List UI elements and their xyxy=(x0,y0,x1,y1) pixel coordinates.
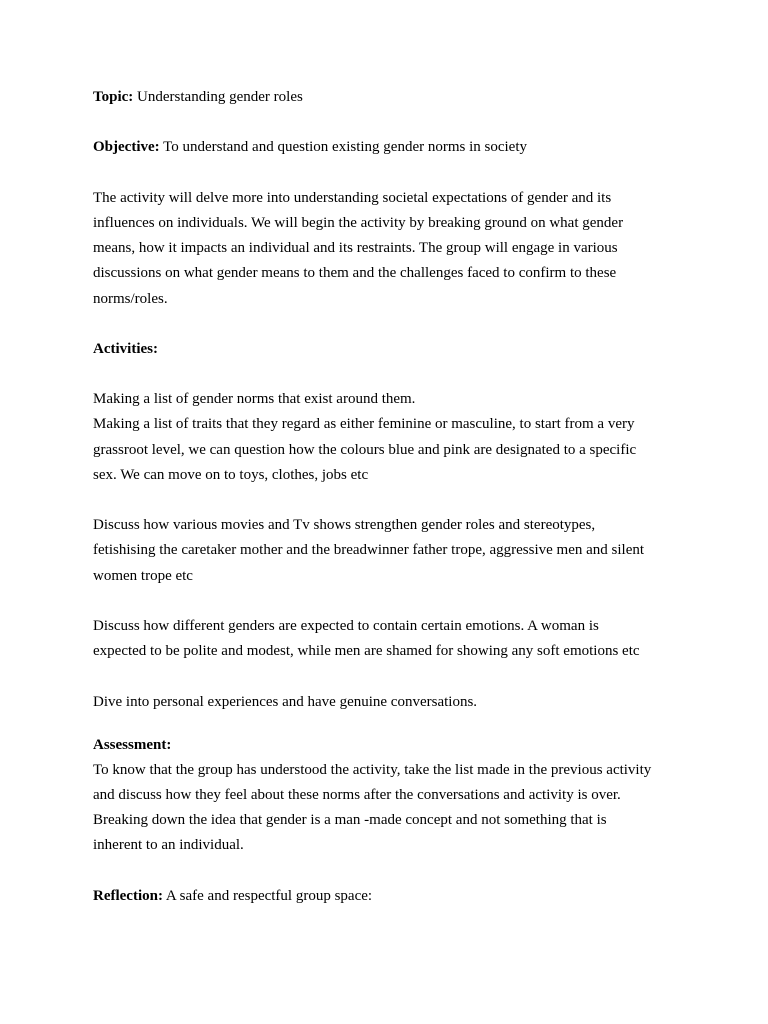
text-line: Discuss how various movies and Tv shows strengthen gender roles and stereotypes, xyxy=(93,517,596,534)
text-line: norms/roles. xyxy=(93,290,168,307)
topic-value: Understanding gender roles xyxy=(133,89,303,105)
text-line: Discuss how different genders are expected to contain certain emotions. A woman is xyxy=(93,617,599,634)
activity-item-lists xyxy=(93,387,693,488)
activities-heading xyxy=(93,337,693,362)
topic-label: Topic: xyxy=(93,89,134,105)
text-line: women trope etc xyxy=(93,567,193,584)
text-line: inherent to an individual. xyxy=(93,837,244,854)
activity-item-emotions xyxy=(93,614,693,664)
text-line: Making a list of traits that they regard as either feminine or masculine, to start from a very xyxy=(93,416,635,433)
assessment-paragraph xyxy=(93,758,693,859)
text-line: grassroot level, we can question how the colours blue and pink are designated to a specific xyxy=(93,441,637,458)
text-line: Dive into personal experiences and have genuine conversations. xyxy=(93,693,478,710)
text-line: and discuss how they feel about these norms after the conversations and activity is over. xyxy=(93,787,621,804)
objective-line xyxy=(93,135,693,160)
text-line: discussions on what gender means to them and the challenges faced to confirm to these xyxy=(93,265,617,282)
text-line: Making a list of gender norms that exist around them. xyxy=(93,391,416,408)
activity-item-media xyxy=(93,513,693,589)
objective-value: To understand and question existing gender norms in society xyxy=(159,139,528,156)
reflection-value: A safe and respectful group space: xyxy=(162,887,373,904)
objective-label: Objective: xyxy=(93,139,160,156)
reflection-line xyxy=(93,884,693,909)
text-line: influences on individuals. We will begin the activity by breaking ground on what gender xyxy=(93,214,624,231)
text-line: means, how it impacts an individual and its restraints. The group will engage in various xyxy=(93,240,618,257)
assessment-heading-text: Assessment: xyxy=(93,736,172,753)
document-page xyxy=(93,85,693,909)
activity-item-experiences xyxy=(93,690,693,715)
text-line: expected to be polite and modest, while men are shamed for showing any soft emotions etc xyxy=(93,643,640,660)
text-line: The activity will delve more into understanding societal expectations of gender and its xyxy=(93,189,612,206)
intro-paragraph xyxy=(93,186,693,312)
text-line: Breaking down the idea that gender is a man -made concept and not something that is xyxy=(93,812,607,829)
assessment-heading xyxy=(93,733,693,758)
reflection-label: Reflection: xyxy=(93,887,163,904)
text-line: To know that the group has understood the activity, take the list made in the previous activity xyxy=(93,761,652,778)
text-line: sex. We can move on to toys, clothes, jobs etc xyxy=(93,466,369,483)
topic-line xyxy=(93,85,693,110)
activities-heading-text: Activities: xyxy=(93,340,158,357)
text-line: fetishising the caretaker mother and the breadwinner father trope, aggressive men and silent xyxy=(93,542,645,559)
